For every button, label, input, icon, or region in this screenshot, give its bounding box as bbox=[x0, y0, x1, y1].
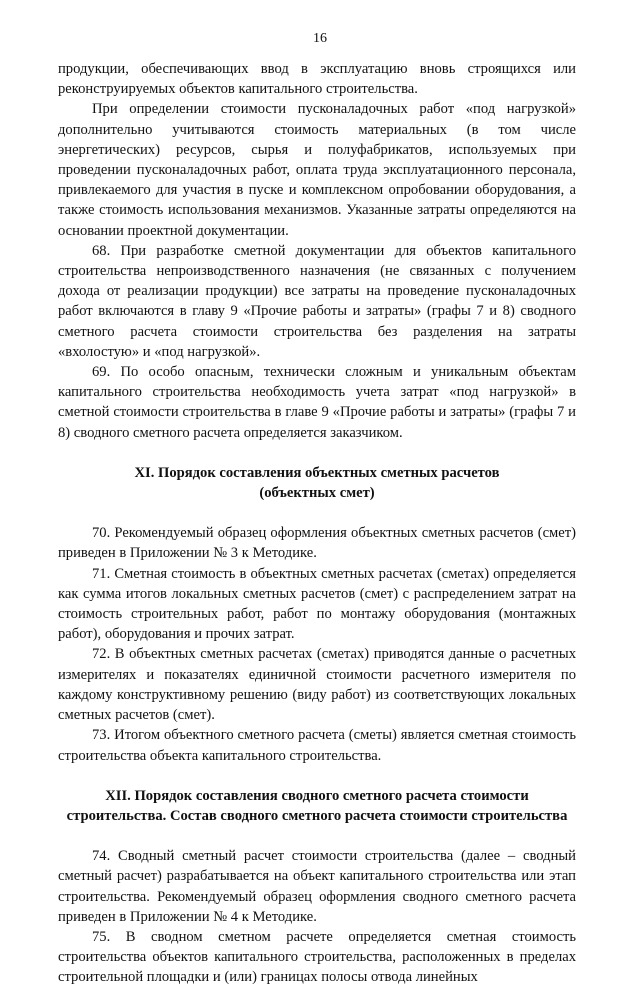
paragraph-75: 75. В сводном сметном расчете определяется сметная стоимость строительства объектов капитального строительства, расположенных в пределах строительной площадки и (или) границах полосы отвода линейных bbox=[58, 928, 576, 986]
paragraph-70: 70. Рекомендуемый образец оформления объектных сметных расчетов (смет) приведен в Приложении № 3 к Методике. bbox=[58, 525, 576, 562]
paragraph-71: 71. Сметная стоимость в объектных сметных расчетах (сметах) определяется как сумма итогов локальных сметных расчетов (смет) с распределением затрат на стоимость строительных работ, работ по монтажу оборудования (монтажных работ), оборудования и прочих затрат. bbox=[58, 565, 576, 643]
paragraph-continuation: продукции, обеспечивающих ввод в эксплуатацию вновь строящихся или реконструируемых объектов капитального строительства. bbox=[58, 61, 576, 98]
paragraph-68: 68. При разработке сметной документации для объектов капитального строительства непроизводственного назначения (не связанных с получением дохода от реализации продукции) все затраты на проведение пусконаладочных работ включаются в главу 9 «Прочие работы и затраты» (графы 7 и 8) сводного сметного расчета стоимости строительства без разделения на затраты «вхолостую» и «под нагрузкой». bbox=[58, 242, 576, 360]
section-heading-xii-line2: строительства. Состав сводного сметного расчета стоимости строительства bbox=[66, 807, 568, 824]
paragraph-73: 73. Итогом объектного сметного расчета (сметы) является сметная стоимость строительства объекта капитального строительства. bbox=[58, 727, 576, 764]
page-number: 16 bbox=[313, 31, 327, 46]
paragraph-74: 74. Сводный сметный расчет стоимости строительства (далее – сводный сметный расчет) разрабатывается на объект капитального строительства или этап строительства. Рекомендуемый образец оформления сводного сметного расчета приведен в Приложении № 4 к Методике. bbox=[58, 848, 576, 925]
paragraph-69: 69. По особо опасным, технически сложным и уникальным объектам капитального строительства необходимость учета затрат «под нагрузкой» в сметной стоимости строительства в главе 9 «Прочие работы и затраты» (графы 7 и 8) сводного сметного расчета определяется заказчиком. bbox=[58, 364, 576, 441]
paragraph-72: 72. В объектных сметных расчетах (сметах) приводятся данные о расчетных измерителях и показателях единичной стоимости расчетного измерителя по каждому конструктивному решению (виду работ) из соответствующих локальных сметных расчетов (смет). bbox=[58, 646, 576, 724]
document-body bbox=[58, 59, 576, 988]
section-heading-xii bbox=[58, 786, 576, 826]
section-heading-xi-line2: (объектных смет) bbox=[259, 485, 375, 502]
paragraph: При определении стоимости пусконаладочных работ «под нагрузкой» дополнительно учитываются стоимость материальных (в том числе энергетических) ресурсов, сырья и полуфабрикатов, используемых при проведении пусконаладочных работ, оплата труда эксплуатационного персонала, привлекаемого для участия в пуске и комплексном опробовании оборудования, а также стоимость использования механизмов. Указанные затраты определяются на основании проектной документации. bbox=[58, 101, 576, 239]
section-heading-xi-line1: XI. Порядок составления объектных сметных расчетов bbox=[134, 464, 500, 481]
section-heading-xi bbox=[58, 463, 576, 503]
section-heading-xii-line1: XII. Порядок составления сводного сметного расчета стоимости bbox=[105, 787, 529, 804]
